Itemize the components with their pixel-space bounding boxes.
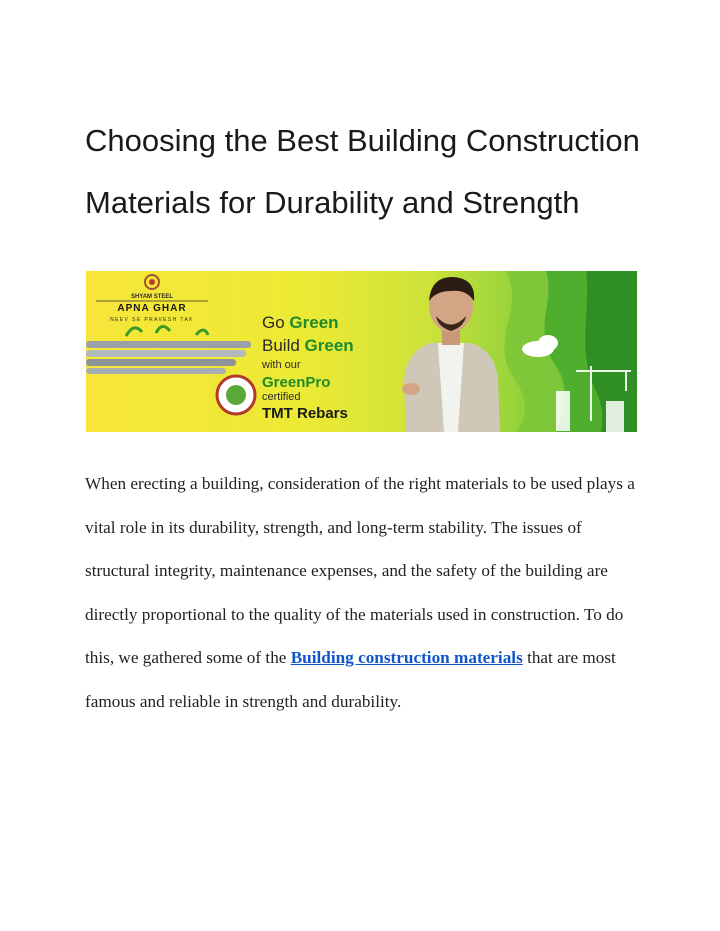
sun-emblem-icon: [145, 275, 159, 289]
promo-banner-image: [86, 271, 637, 432]
headline-line-4: GreenPro: [262, 374, 331, 391]
intro-paragraph: [85, 462, 645, 723]
intro-text-before: When erecting a building, consideration of the right materials to be used plays a vital role in its durability, strength, and long-term stability. The issues of structural integrity, maintenance expenses, and the safety of the building are directly proportional to the quality of the materials used in construction. To do this, we gathered some of the: [85, 474, 635, 667]
headline-line-6: TMT Rebars: [262, 405, 348, 422]
brand-tagline-text: NEEV SE PRAVESH TAK: [110, 317, 194, 323]
title-line-1: Choosing the Best Building Construction: [85, 123, 640, 158]
intro-text-after: that are most famous and reliable in strength and durability.: [85, 648, 616, 711]
title-line-2: Materials for Durability and Strength: [85, 185, 580, 220]
spokesperson-image: [402, 277, 500, 432]
rebar-bundle-image: [86, 326, 251, 374]
building-materials-link[interactable]: Building construction materials: [290, 648, 523, 667]
headline-line-2: Build Green: [262, 336, 354, 355]
headline-line-3: with our: [262, 359, 301, 371]
banner-artwork: [86, 271, 637, 432]
brand-name-text: APNA GHAR: [117, 303, 187, 314]
headline-line-1: Go Green: [262, 313, 339, 332]
page-title: [85, 110, 685, 234]
greenpro-badge-icon: [217, 376, 255, 414]
headline-line-5: certified: [262, 391, 301, 403]
brand-top-text: SHYAM STEEL: [130, 294, 174, 300]
